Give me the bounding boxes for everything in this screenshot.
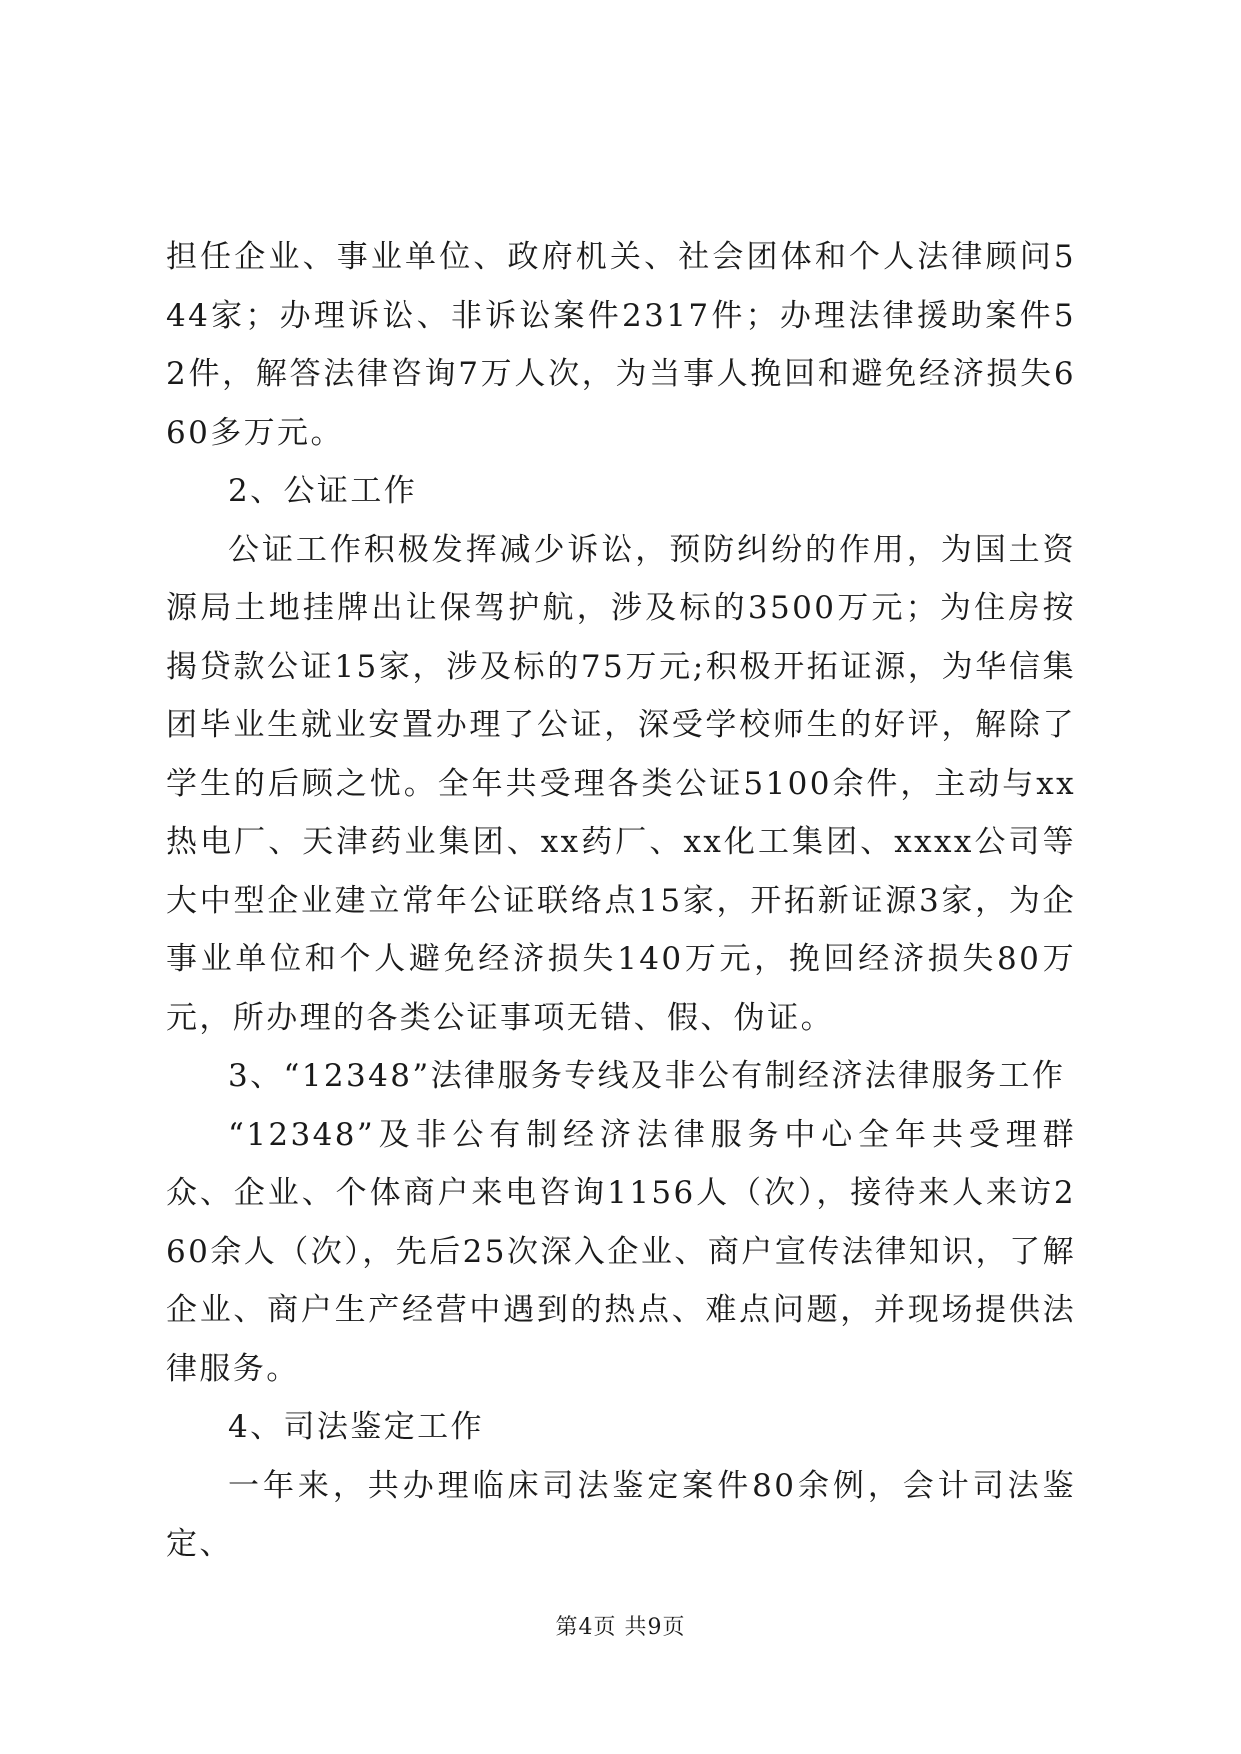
page-footer <box>0 1610 1241 1641</box>
paragraph-legal-advisors: 担任企业、事业单位、政府机关、社会团体和个人法律顾问544家；办理诉讼、非诉讼案件2317件；办理法律援助案件52件，解答法律咨询7万人次，为当事人挽回和避免经济损失660多万元。 <box>166 239 1076 451</box>
page-number: 第4页 共9页 <box>555 1615 686 1640</box>
heading-12348-hotline: 3、“12348”法律服务专线及非公有制经济法律服务工作 <box>228 1058 1066 1094</box>
paragraph-notary-work: 公证工作积极发挥减少诉讼，预防纠纷的作用，为国土资源局土地挂牌出让保驾护航，涉及标的3500万元；为住房按揭贷款公证15家，涉及标的75万元;积极开拓证源，为华信集团毕业生就业安置办理了公证，深受学校师生的好评，解除了学生的后顾之忧。全年共受理各类公证5100余件，主动与xx热电厂、天津药业集团、xx药厂、xx化工集团、xxxx公司等大中型企业建立常年公证联络点15家，开拓新证源3家，为企事业单位和个人避免经济损失140万元，挽回经济损失80万元，所办理的各类公证事项无错、假、伪证。 <box>166 531 1076 1036</box>
paragraph-forensic-appraisal: 一年来，共办理临床司法鉴定案件80余例，会计司法鉴定、 <box>166 1467 1076 1562</box>
heading-notary-work: 2、公证工作 <box>228 473 418 509</box>
document-body <box>166 228 1076 1574</box>
heading-forensic-appraisal: 4、司法鉴定工作 <box>228 1409 484 1445</box>
paragraph-12348-hotline: “12348”及非公有制经济法律服务中心全年共受理群众、企业、个体商户来电咨询1156人（次），接待来人来访260余人（次），先后25次深入企业、商户宣传法律知识，了解企业、商户生产经营中遇到的热点、难点问题，并现场提供法律服务。 <box>166 1116 1076 1387</box>
